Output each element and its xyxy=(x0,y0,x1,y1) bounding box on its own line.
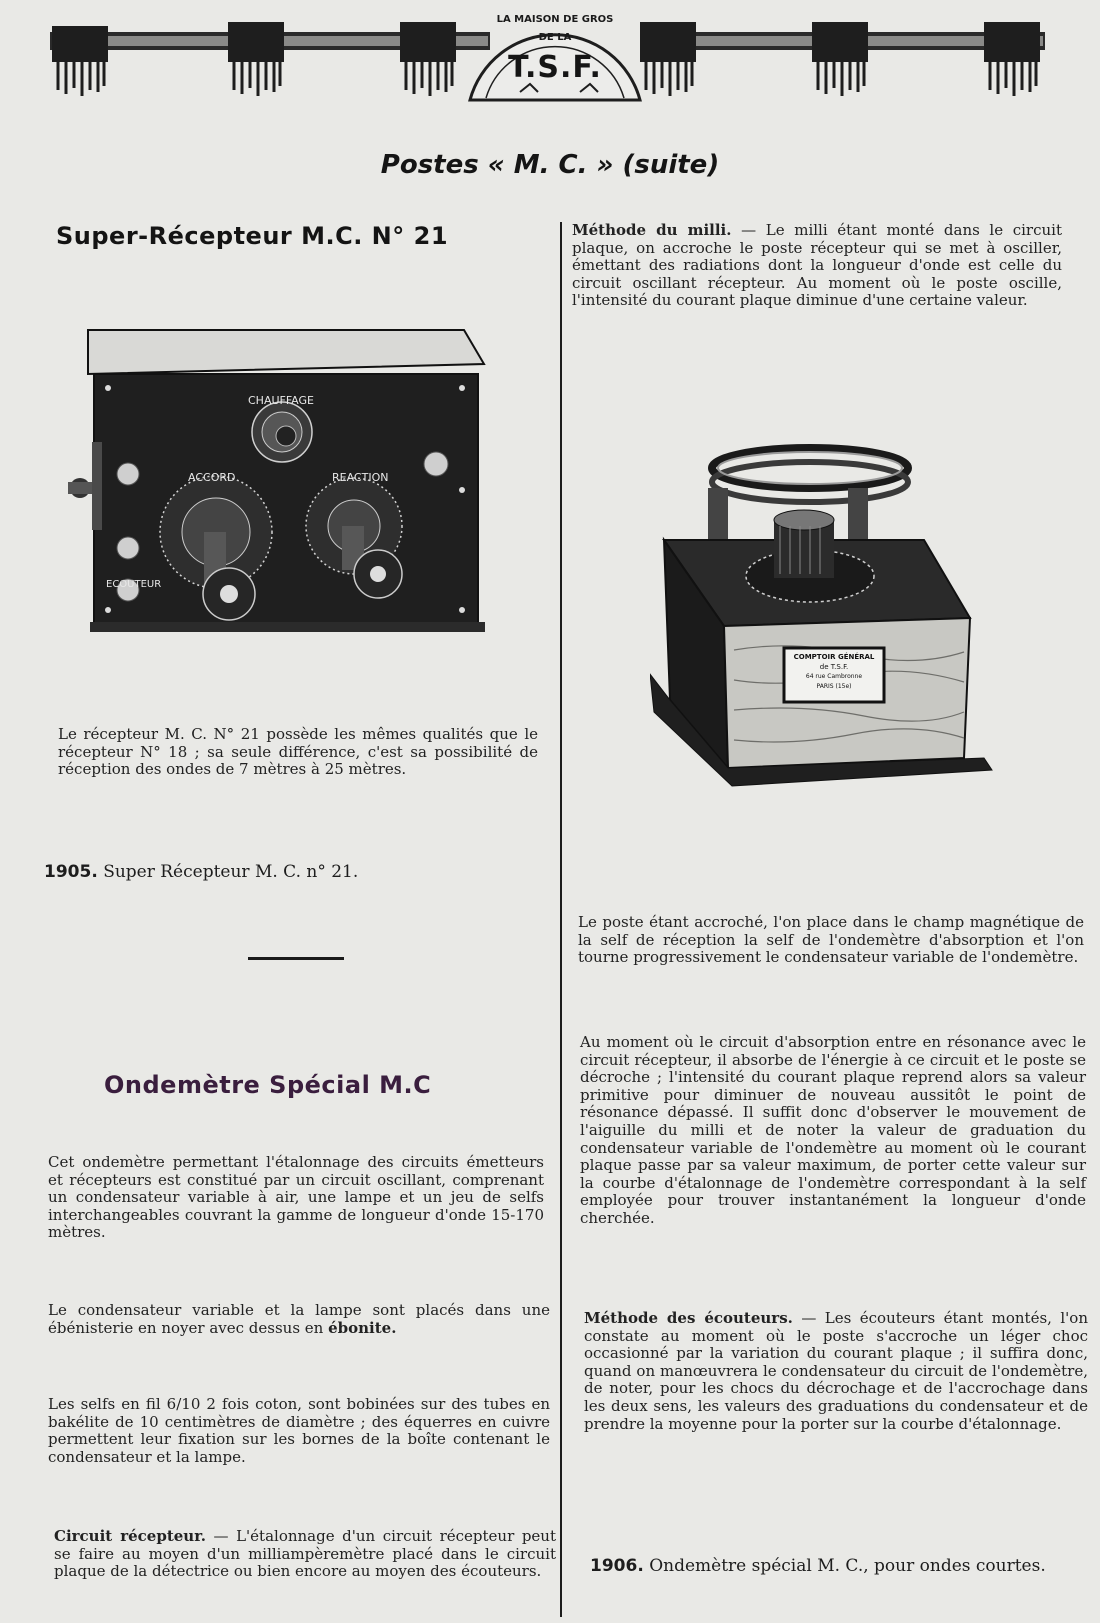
receiver-title: Super-Récepteur M.C. N° 21 xyxy=(56,222,449,250)
milli-method-paragraph xyxy=(572,222,1062,310)
circuit-receiver-heading: Circuit récepteur. xyxy=(54,1527,206,1545)
wavemeter-p2-text: Le condensateur variable et la lampe sont placés dans une ébénisterie en noyer avec dessus en xyxy=(48,1301,550,1337)
wavemeter-reference-number: 1906. xyxy=(590,1556,644,1576)
header-banner xyxy=(0,0,1100,110)
label-chauffage: CHAUFFAGE xyxy=(248,394,314,407)
wavemeter-paragraph-2 xyxy=(48,1302,550,1337)
wavemeter-title: Ondemètre Spécial M.C xyxy=(104,1071,432,1099)
nameplate-line-3: 64 rue Cambronne xyxy=(805,673,863,680)
wavemeter-reference xyxy=(590,1554,1090,1578)
nameplate-line-4: PARIS (15e) xyxy=(816,683,852,690)
nameplate-line-2: de T.S.F. xyxy=(819,663,849,671)
logo-line-1: LA MAISON DE GROS xyxy=(496,14,614,25)
receiver-reference xyxy=(44,862,358,882)
logo-line-3: T.S.F. xyxy=(508,50,602,85)
column-divider xyxy=(560,222,562,1617)
milli-method-heading: Méthode du milli. xyxy=(572,221,732,239)
wavemeter-paragraph-3: Les selfs en fil 6/10 2 fois coton, sont bobinées sur des tubes en bakélite de 10 centimètres de diamètre ; des équerres en cuivre permettent leur fixation sur les bornes de la boîte contenant le condensateur et la lampe. xyxy=(48,1395,550,1466)
right-paragraph-2: Le poste étant accroché, l'on place dans le champ magnétique de la self de réception la self de l'ondemètre d'absorption et l'on tourne progressivement le condensateur variable de l'ondemètre. xyxy=(578,913,1084,967)
milli-method-text: — Le milli étant monté dans le circuit plaque, on accroche le poste récepteur qui se met à osciller, émettant des radiations dont la longueur d'onde est celle du circuit oscillant récepteur. Au moment où le poste oscille, l'intensité du courant plaque diminue d'une certaine valeur. xyxy=(572,221,1062,310)
reference-number: 1905. xyxy=(44,862,98,882)
headphone-method-text: — Les écouteurs étant montés, l'on constate au moment où le poste s'accroche un léger choc occasionné par la variation du courant plaque ; il suffira donc, quand on manœuvrera le condensateur du circuit de l'ondemètre, de noter, pour les chocs du décrochage et de l'accrochage dans les deux sens, les valeurs des graduations du condensateur et de prendre la moyenne pour la porter sur la courbe d'étalonnage. xyxy=(584,1309,1088,1433)
headphone-method-heading: Méthode des écouteurs. xyxy=(584,1309,793,1327)
section-separator xyxy=(248,957,344,960)
logo-line-2: DE LA xyxy=(538,32,572,43)
reference-text: Super Récepteur M. C. n° 21. xyxy=(103,862,359,882)
receiver-description: Le récepteur M. C. N° 21 possède les mêmes qualités que le récepteur N° 18 ; sa seule différence, c'est sa possibilité de réception des ondes de 7 mètres à 25 mètres. xyxy=(58,725,538,779)
nameplate-line-1: COMPTOIR GÉNÉRAL xyxy=(793,653,875,661)
wavemeter-p2-bold: ébonite. xyxy=(328,1318,397,1337)
label-ecouteur: ECOUTEUR xyxy=(106,579,162,590)
right-paragraph-3: Au moment où le circuit d'absorption entre en résonance avec le circuit récepteur, il absorbe de l'énergie à ce circuit et le poste se décroche ; l'intensité du courant plaque reprend alors sa valeur primitive pour diminuer de nouveau aussitôt le point de résonance dépassé. Il suffit donc d'observer le mouvement de l'aiguille du milli et de noter la valeur de graduation du condensateur variable de l'ondemètre au moment où le courant plaque passe par sa valeur maximum, de porter cette valeur sur la courbe d'étalonnage de l'ondemètre correspondant à la self employée pour trouver instantanément la longueur d'onde cherchée. xyxy=(580,1033,1086,1227)
headphone-method-paragraph xyxy=(584,1310,1088,1433)
nameplate xyxy=(786,652,882,692)
circuit-receiver-text: — L'étalonnage d'un circuit récepteur peut se faire au moyen d'un milliampèremètre placé dans le circuit plaque de la détectrice ou bien encore au moyen des écouteurs. xyxy=(54,1527,556,1581)
wavemeter-paragraph-4 xyxy=(54,1528,556,1581)
receiver-illustration xyxy=(64,322,496,648)
wavemeter-illustration xyxy=(650,440,995,818)
wavemeter-paragraph-1: Cet ondemètre permettant l'étalonnage des circuits émetteurs et récepteurs est constitué par un circuit oscillant, comprenant un condensateur variable à air, une lampe et un jeu de selfs interchangeables couvrant la gamme de longueur d'onde 15-170 mètres. xyxy=(48,1153,544,1242)
label-reaction: REACTION xyxy=(332,471,389,484)
label-accord: ACCORD xyxy=(188,471,236,484)
page-title: Postes « M. C. » (suite) xyxy=(380,150,720,180)
wavemeter-reference-text: Ondemètre spécial M. C., pour ondes courtes. xyxy=(649,1556,1046,1576)
